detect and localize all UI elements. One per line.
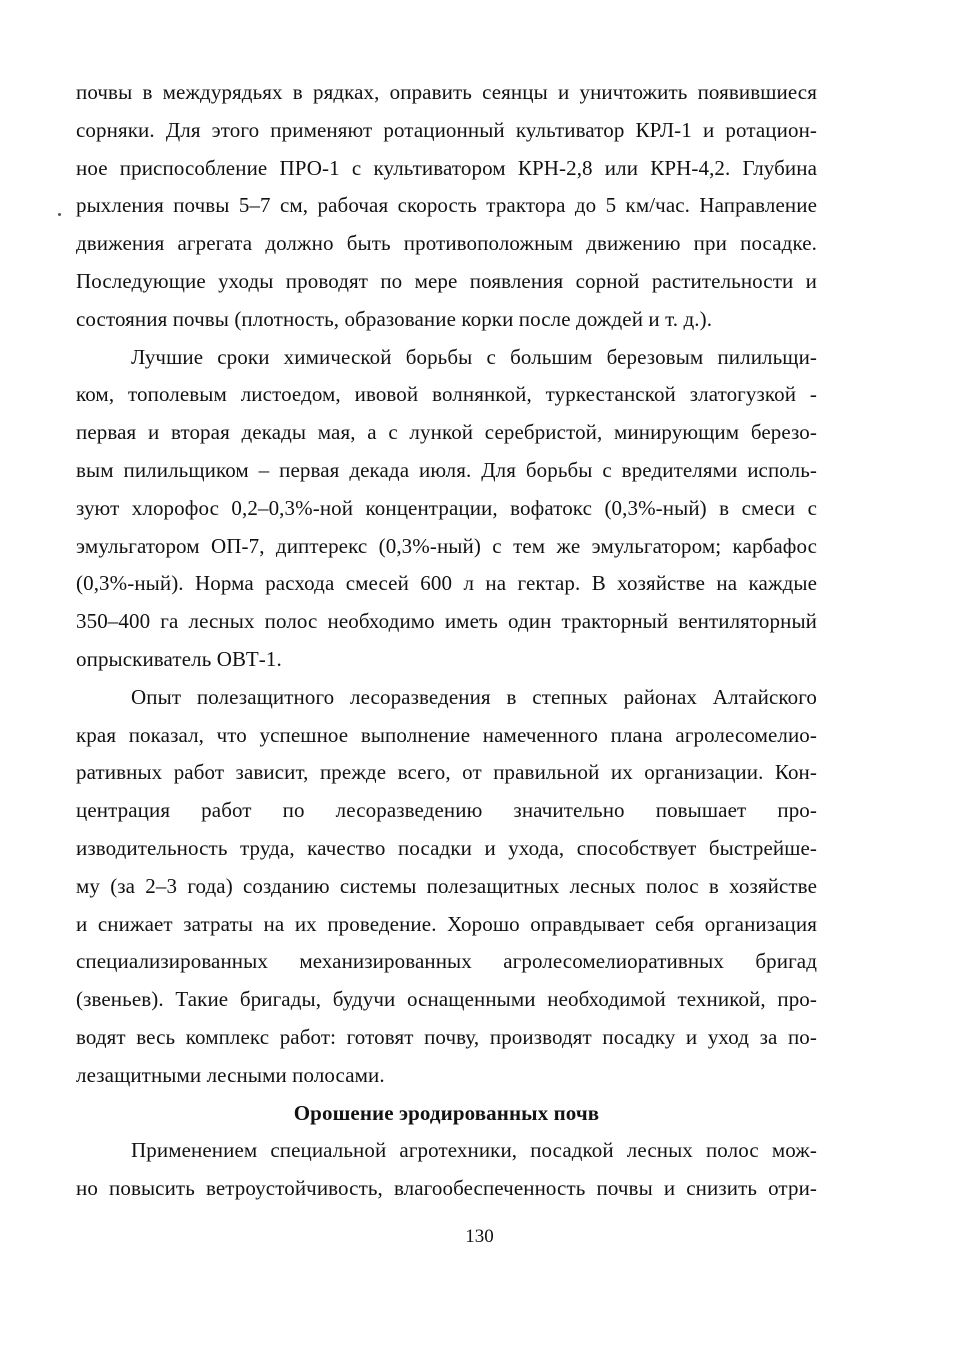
text-line: опрыскиватель ОВТ-1. xyxy=(76,646,282,671)
paragraph-first-line: Применением специальной агротехники, посадкой лесных полос мож- xyxy=(131,1138,817,1163)
text-line: ративных работ зависит, прежде всего, от правильной их организации. Кон- xyxy=(76,760,817,785)
body-text xyxy=(76,74,817,1208)
text-line: ное приспособление ПРО-1 с культиватором КРН-2,8 или КРН-4,2. Глубина xyxy=(76,155,817,180)
text-line: и снижает затраты на их проведение. Хорошо оправдывает себя организация xyxy=(76,911,817,936)
text-line: лезащитными лесными полосами. xyxy=(76,1062,385,1087)
text-line: рыхления почвы 5–7 см, рабочая скорость трактора до 5 км/час. Направление xyxy=(76,193,817,218)
text-line: первая и вторая декады мая, а с лункой серебристой, минирующим березо- xyxy=(76,420,817,445)
text-line: сорняки. Для этого применяют ротационный культиватор КРЛ-1 и ротацион- xyxy=(76,117,817,142)
text-line: (0,3%-ный). Норма расхода смесей 600 л на гектар. В хозяйстве на каждые xyxy=(76,571,817,596)
page-number: 130 xyxy=(465,1226,494,1247)
paragraph-first-line: Опыт полезащитного лесоразведения в степных районах Алтайского xyxy=(131,684,817,709)
text-line: почвы в междурядьях в рядках, оправить сеянцы и уничтожить появившиеся xyxy=(76,80,817,104)
text-line: движения агрегата должно быть противоположным движению при посадке. xyxy=(76,231,817,256)
text-line: но повысить ветроустойчивость, влагообеспеченность почвы и снизить отри- xyxy=(76,1176,817,1201)
text-line: (звеньев). Такие бригады, будучи оснащенными необходимой техникой, про- xyxy=(76,987,817,1012)
text-line: 350–400 га лесных полос необходимо иметь один тракторный вентиляторный xyxy=(76,609,817,634)
text-line: водят весь комплекс работ: готовят почву, производят посадку и уход за по- xyxy=(76,1024,817,1049)
section-heading: Орошение эродированных почв xyxy=(293,1100,600,1125)
text-line: центрация работ по лесоразведению значительно повышает про- xyxy=(76,798,817,823)
text-line: состояния почвы (плотность, образование корки после дождей и т. д.). xyxy=(76,306,713,331)
text-line: специализированных механизированных агролесомелиоративных бригад xyxy=(76,949,817,974)
scan-speck xyxy=(58,213,61,216)
text-line: ком, тополевым листоедом, ивовой волнянкой, туркестанской златогузкой - xyxy=(76,382,817,407)
text-line: изводительность труда, качество посадки и ухода, способствует быстрейше- xyxy=(76,835,817,860)
text-line: края показал, что успешное выполнение намеченного плана агролесомелио- xyxy=(76,722,817,747)
text-line: зуют хлорофос 0,2–0,3%-ной концентрации, вофатокс (0,3%-ный) в смеси с xyxy=(76,495,817,520)
paragraph-first-line: Лучшие сроки химической борьбы с большим березовым пилильщи- xyxy=(131,344,817,369)
text-line: вым пилильщиком – первая декада июля. Для борьбы с вредителями исполь- xyxy=(76,457,817,482)
text-line: Последующие уходы проводят по мере появления сорной растительности и xyxy=(76,268,817,293)
text-line: эмульгатором ОП-7, диптерекс (0,3%-ный) с тем же эмульгатором; карбафос xyxy=(76,533,817,558)
text-line: му (за 2–3 года) созданию системы полезащитных лесных полос в хозяйстве xyxy=(76,873,817,898)
